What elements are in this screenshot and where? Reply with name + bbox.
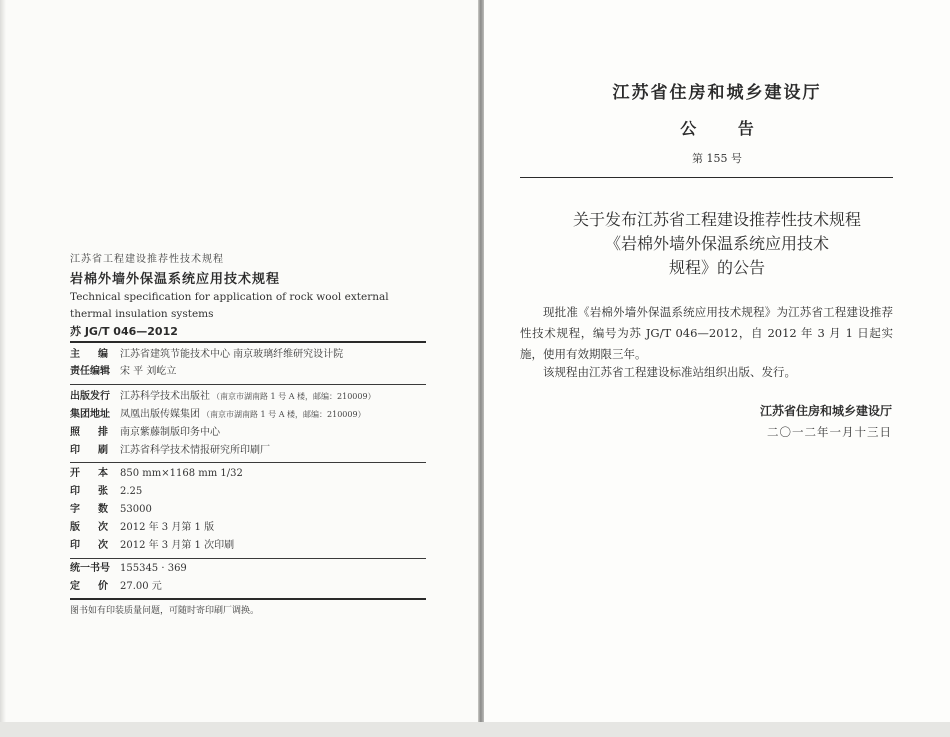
- row-label: 字 数: [70, 504, 108, 515]
- colophon-row: [70, 444, 270, 458]
- row-value: 南京紫藤制版印务中心: [120, 427, 220, 438]
- row-label: 定 价: [70, 581, 108, 592]
- announcement-heading-line: 关于发布江苏省工程建设推荐性技术规程: [572, 210, 861, 229]
- row-value: 2012 年 3 月第 1 版: [120, 522, 215, 533]
- divider: [70, 598, 426, 600]
- row-label: 开 本: [70, 468, 108, 479]
- divider: [70, 384, 426, 385]
- notice-title: 公 告: [680, 119, 772, 138]
- bottom-edge: [0, 722, 950, 737]
- row-value: 2012 年 3 月第 1 次印刷: [120, 540, 235, 551]
- colophon-row: [70, 365, 176, 379]
- row-note: （南京市湖南路 1 号 A 楼，邮编：210009）: [202, 410, 366, 419]
- announcement-paragraph: 现批准《岩棉外墙外保温系统应用技术规程》为江苏省工程建设推荐性技术规程，编号为苏 JG/T 046—2012，自 2012 年 3 月 1 日起实施，使用有效期限三年。: [520, 305, 893, 361]
- book-title-cn: 岩棉外墙外保温系统应用技术规程: [70, 272, 281, 287]
- left-page-edge: [0, 0, 6, 722]
- row-label: 照 排: [70, 427, 108, 438]
- book-title-en: Technical specification for application of rock wool external thermal insulation systems: [70, 291, 389, 320]
- divider: [70, 462, 426, 463]
- colophon-row: [70, 348, 343, 362]
- footnote: 图书如有印装质量问题，可随时寄印刷厂调换。: [70, 606, 260, 616]
- standard-code: 苏 JG/T 046—2012: [70, 325, 178, 338]
- row-value: 江苏省科学技术情报研究所印刷厂: [120, 445, 270, 456]
- divider: [70, 341, 426, 343]
- row-label: 主 编: [70, 349, 108, 360]
- announcement-paragraph: 该规程由江苏省工程建设标准站组织出版、发行。: [543, 365, 796, 379]
- colophon-row: [70, 539, 234, 553]
- row-label: 责任编辑: [70, 366, 110, 377]
- notice-number: 第 155 号: [692, 152, 742, 165]
- colophon-row: [70, 580, 162, 594]
- row-label: 印 次: [70, 540, 108, 551]
- row-value: 宋 平 刘屹立: [120, 366, 177, 377]
- row-label: 印 刷: [70, 445, 108, 456]
- divider: [70, 558, 426, 559]
- row-value: 53000: [120, 504, 152, 515]
- colophon-row: [70, 521, 214, 535]
- row-value: 155345 · 369: [120, 563, 187, 574]
- row-label: 出版发行: [70, 391, 110, 402]
- colophon-row: [70, 408, 366, 422]
- row-value: 27.00 元: [120, 581, 162, 592]
- signature: 江苏省住房和城乡建设厅: [759, 404, 892, 418]
- colophon-row: [70, 503, 152, 517]
- row-label: 集团地址: [70, 409, 110, 420]
- colophon-row: [70, 562, 187, 576]
- colophon-row: [70, 390, 376, 404]
- divider: [520, 177, 893, 178]
- colophon-row: [70, 485, 142, 499]
- row-label: 版 次: [70, 522, 108, 533]
- row-label: 统一书号: [70, 563, 110, 574]
- colophon-row: [70, 426, 220, 440]
- row-value: 850 mm×1168 mm 1/32: [120, 468, 243, 479]
- row-value: 2.25: [120, 486, 143, 497]
- department-name: 江苏省住房和城乡建设厅: [612, 83, 822, 103]
- row-value: 凤凰出版传媒集团: [120, 409, 200, 420]
- row-value: 江苏科学技术出版社: [120, 391, 210, 402]
- announcement-heading-line: 规程》的公告: [668, 258, 765, 277]
- row-note: （南京市湖南路 1 号 A 楼，邮编：210009）: [212, 392, 376, 401]
- series-title: 江苏省工程建设推荐性技术规程: [70, 254, 224, 265]
- row-value: 江苏省建筑节能技术中心 南京玻璃纤维研究设计院: [120, 349, 344, 360]
- colophon-row: [70, 467, 243, 481]
- announcement-heading-line: 《岩棉外墙外保温系统应用技术: [604, 234, 829, 253]
- row-label: 印 张: [70, 486, 108, 497]
- signature-date: 二〇一二年一月十三日: [767, 425, 892, 439]
